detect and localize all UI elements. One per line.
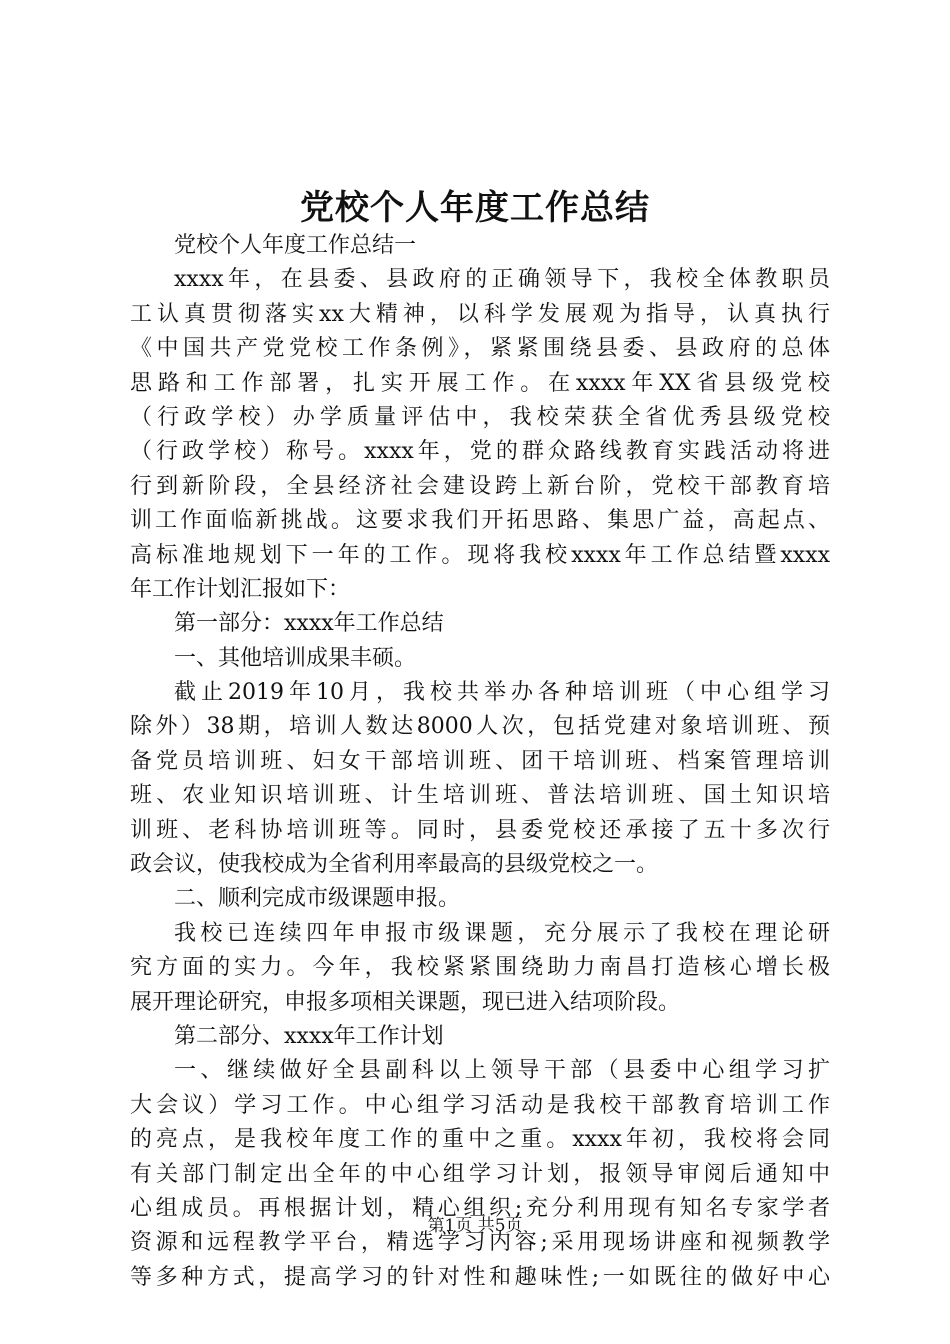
text-line: 第一部分：xxxx年工作总结 [174, 611, 444, 637]
text-line: 究方面的实力。今年，我校紧紧围绕助力南昌打造核心增长极 [130, 955, 830, 981]
text-line: 思路和工作部署，扎实开展工作。在xxxx年XX省县级党校 [130, 370, 830, 396]
text-line: 行到新阶段，全县经济社会建设跨上新台阶，党校干部教育培 [130, 473, 830, 499]
text-line: 我校已连续四年申报市级课题，充分展示了我校在理论研 [174, 920, 830, 946]
text-line: 心组成员。再根据计划，精心组织;充分利用现有知名专家学者 [130, 1195, 830, 1221]
text-line: 展开理论研究，申报多项相关课题，现已进入结项阶段。 [130, 989, 681, 1015]
text-line: 二、顺利完成市级课题申报。 [174, 886, 461, 912]
text-line: 第二部分、xxxx年工作计划 [174, 1023, 444, 1049]
text-line: 年工作计划汇报如下： [130, 576, 351, 602]
text-line: 大会议）学习工作。中心组学习活动是我校干部教育培训工作 [130, 1092, 830, 1118]
document-title: 党校个人年度工作总结 [300, 188, 650, 228]
page-footer: 第1页 共5页 [427, 1216, 523, 1236]
text-line: 党校个人年度工作总结一 [174, 233, 417, 258]
text-line: xxxx年，在县委、县政府的正确领导下，我校全体教职员 [174, 267, 830, 293]
text-line: 《中国共产党党校工作条例》，紧紧围绕县委、县政府的总体 [130, 336, 830, 362]
text-line: 除外）38期，培训人数达8000人次，包括党建对象培训班、预 [130, 714, 830, 740]
text-line: 有关部门制定出全年的中心组学习计划，报领导审阅后通知中 [130, 1161, 830, 1187]
text-line: 等多种方式，提高学习的针对性和趣味性;一如既往的做好中心 [130, 1264, 830, 1290]
text-line: 截止2019年10月，我校共举办各种培训班（中心组学习 [174, 680, 830, 706]
text-line: （行政学校）办学质量评估中，我校荣获全省优秀县级党校 [130, 404, 830, 430]
text-line: 备党员培训班、妇女干部培训班、团干培训班、档案管理培训 [130, 748, 830, 774]
text-line: 一、其他培训成果丰硕。 [174, 645, 417, 671]
text-line: 政会议，使我校成为全省利用率最高的县级党校之一。 [130, 852, 659, 878]
document-body [130, 229, 830, 1295]
text-line: （行政学校）称号。xxxx年，党的群众路线教育实践活动将进 [130, 439, 830, 465]
text-line: 工认真贯彻落实xx大精神，以科学发展观为指导，认真执行 [130, 301, 830, 327]
text-line: 训工作面临新挑战。这要求我们开拓思路、集思广益，高起点、 [130, 508, 830, 534]
text-line: 的亮点，是我校年度工作的重中之重。xxxx年初，我校将会同 [130, 1127, 830, 1153]
text-line: 训班、老科协培训班等。同时，县委党校还承接了五十多次行 [130, 817, 830, 843]
text-line: 一、继续做好全县副科以上领导干部（县委中心组学习扩 [174, 1058, 830, 1084]
text-line: 班、农业知识培训班、计生培训班、普法培训班、国土知识培 [130, 783, 830, 809]
text-line: 资源和远程教学平台，精选学习内容;采用现场讲座和视频教学 [130, 1230, 830, 1256]
text-line: 高标准地规划下一年的工作。现将我校xxxx年工作总结暨xxxx [130, 542, 830, 568]
